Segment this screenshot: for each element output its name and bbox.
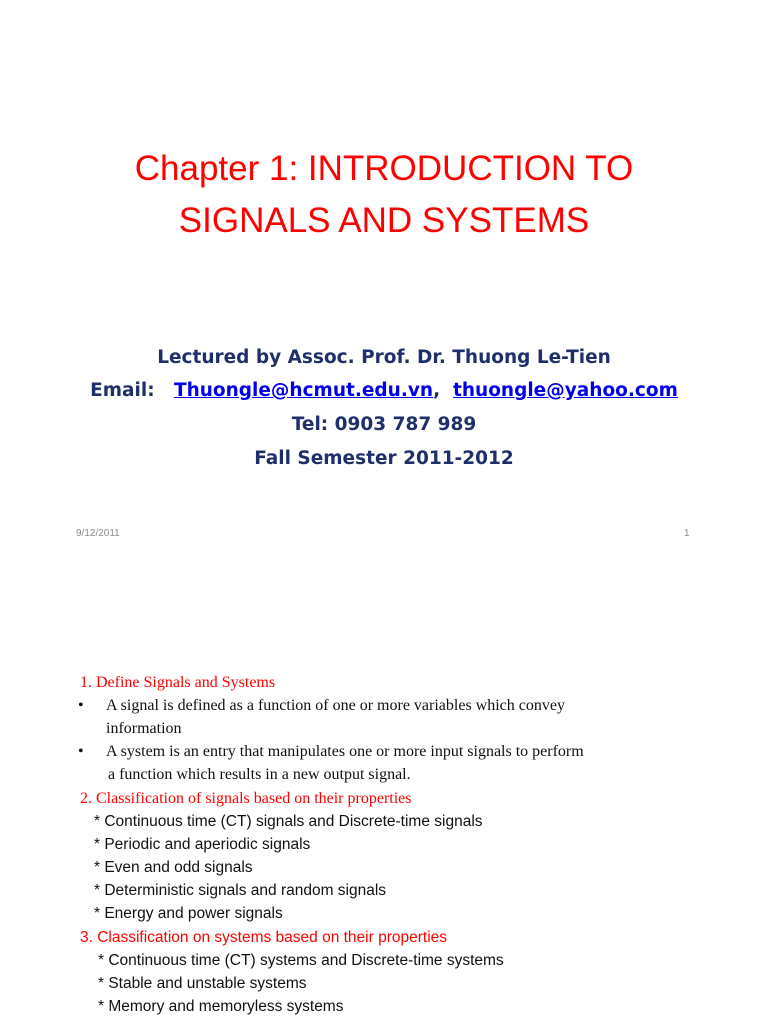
email-separator: , — [433, 380, 441, 401]
list-item: * Even and odd signals — [94, 859, 253, 876]
bullet-icon: • — [78, 697, 84, 714]
email-label: Email: — [90, 380, 155, 401]
outline-slide — [0, 576, 768, 1024]
heading-signal-classification: 2. Classification of signals based on their properties — [80, 790, 412, 807]
list-item: * Continuous time (CT) signals and Discrete-time signals — [94, 813, 483, 830]
bullet-text-continued: information — [106, 720, 182, 737]
bullet-text-continued: a function which results in a new output signal. — [108, 766, 411, 783]
telephone-line: Tel: 0903 787 989 — [291, 414, 477, 435]
heading-define-signals: 1. Define Signals and Systems — [80, 674, 276, 691]
bullet-text: A signal is defined as a function of one or more variables which convey — [106, 697, 565, 714]
slide-title — [0, 143, 768, 247]
list-item: * Energy and power signals — [94, 905, 283, 922]
email-link-hcmut[interactable]: Thuongle@hcmut.edu.vn — [173, 380, 434, 401]
list-item: * Continuous time (CT) systems and Discrete-time systems — [98, 952, 504, 969]
bullet-text: A system is an entry that manipulates one or more input signals to perform — [106, 743, 584, 760]
slide-number: 1 — [684, 528, 690, 539]
list-item: * Stable and unstable systems — [98, 975, 307, 992]
bullet-icon: • — [78, 743, 84, 760]
email-line — [0, 381, 768, 401]
list-item: * Deterministic signals and random signals — [94, 882, 387, 899]
title-line-2: SIGNALS AND SYSTEMS — [178, 201, 590, 240]
slide-date: 9/12/2011 — [76, 528, 120, 539]
list-item: * Periodic and aperiodic signals — [94, 836, 311, 853]
heading-system-classification: 3. Classification on systems based on their properties — [80, 929, 448, 946]
title-line-1: Chapter 1: INTRODUCTION TO — [134, 149, 634, 188]
email-link-yahoo[interactable]: thuongle@yahoo.com — [453, 380, 678, 401]
lecturer-line: Lectured by Assoc. Prof. Dr. Thuong Le-Tien — [157, 347, 611, 368]
list-item: * Memory and memoryless systems — [98, 998, 344, 1015]
semester-line: Fall Semester 2011-2012 — [254, 448, 514, 469]
